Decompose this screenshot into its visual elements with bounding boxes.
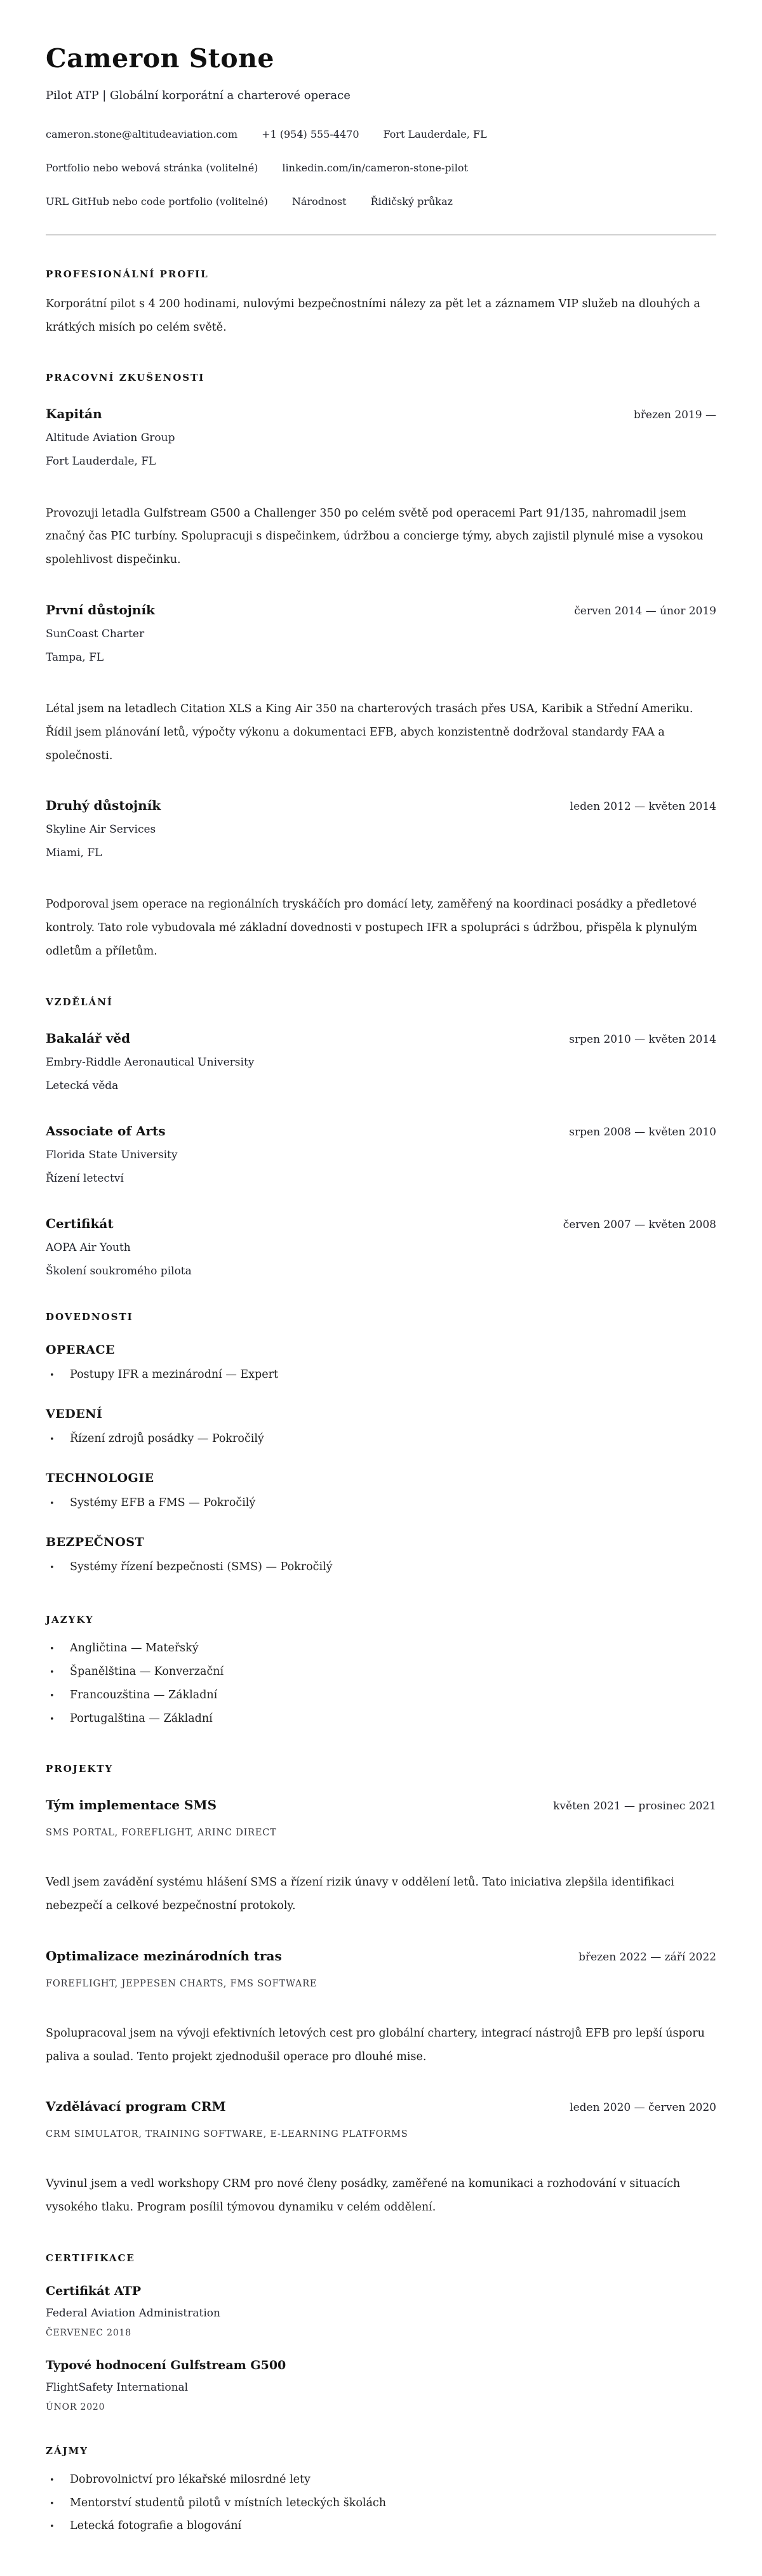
section-languages [46,1614,716,1730]
profile-text: Korporátní pilot s 4 200 hodinami, nulovými bezpečnostními nálezy za pět let a záznamem VIP služeb na dlouhých a krátkých misích po celém světě. [46,297,700,334]
contact-info [46,128,716,208]
job-entry [46,798,716,963]
bullet-icon: • [50,2522,55,2532]
certification-title: Certifikát ATP [46,2283,142,2298]
skill-list [46,1491,716,1515]
entry-title: Optimalizace mezinárodních tras [46,1948,282,1964]
entry-header [46,798,716,813]
education-heading: VZDĚLÁNÍ [46,996,113,1008]
contact-row [46,195,716,209]
list-item-text: Postupy IFR a mezinárodní — Expert [70,1368,278,1382]
certification-issuer: Federal Aviation Administration [46,2306,220,2320]
entry-header [46,1031,716,1046]
list-item-text: Systémy EFB a FMS — Pokročilý [70,1496,256,1509]
education-entry [46,1216,716,1278]
skill-list [46,1427,716,1451]
interests-list [46,2468,716,2538]
languages-list [46,1637,716,1730]
job-entry [46,406,716,571]
experience-heading: PRACOVNÍ ZKUŠENOSTI [46,372,205,384]
section-interests [46,2445,716,2538]
list-item-text: Španělština — Konverzační [70,1665,224,1678]
language-item [46,1684,716,1707]
list-item-text: Portugalština — Základní [70,1712,213,1725]
entry-dates: leden 2012 — květen 2014 [570,800,716,814]
entry-dates: srpen 2008 — květen 2010 [569,1125,716,1139]
bullet-icon: • [50,1691,55,1701]
experience-entries [46,406,716,963]
education-school: AOPA Air Youth [46,1241,131,1255]
job-description: Provozuji letadla Gulfstream G500 a Challenger 350 po celém světě pod operacemi Part 91/135, nahromadil jsem značný čas PIC turbíny. Spolupracuji s dispečinkem, údržbou a concierge týmy, abych zajistil plynulé mise a vysokou spolehlivost dispečinku. [46,506,704,567]
skill-category: OPERACE [46,1343,115,1357]
language-item [46,1637,716,1660]
entry-dates: červen 2014 — únor 2019 [574,604,716,618]
projects-heading: PROJEKTY [46,1763,114,1775]
certification-entry [46,2358,716,2412]
bullet-icon: • [50,1644,55,1655]
entry-dates: červen 2007 — květen 2008 [563,1219,716,1232]
entry-dates: leden 2020 — červen 2020 [570,2101,716,2115]
list-item-text: Letecká fotografie a blogování [70,2520,242,2533]
contact-row [46,128,716,142]
interest-item [46,2514,716,2538]
entry-title: Kapitán [46,406,102,422]
entry-header [46,602,716,618]
education-field: Školení soukromého pilota [46,1265,192,1278]
job-entry [46,602,716,767]
section-education [46,996,716,1279]
entry-header [46,1797,716,1813]
project-entry [46,1948,716,2069]
entry-title: Bakalář věd [46,1030,131,1046]
entry-header [46,406,716,421]
project-tools: CRM SIMULATOR, TRAINING SOFTWARE, E-LEARNING PLATFORMS [46,2129,408,2140]
project-entry [46,1797,716,1918]
job-company: SunCoast Charter [46,627,145,640]
project-description: Vyvinul jsem a vedl workshopy CRM pro nové členy posádky, zaměřené na komunikaci a rozhodování v situacích vysokého tlaku. Program posílil týmovou dynamiku v celém oddělení. [46,2177,681,2214]
contact-item: Portfolio nebo webová stránka (volitelné) [46,162,258,175]
section-profile [46,268,716,340]
contact-item: Řidičský průkaz [370,195,453,208]
project-entries [46,1797,716,2219]
list-item-text: Dobrovolnictví pro lékařské milosrdné lety [70,2473,311,2486]
entry-title: Associate of Arts [46,1123,166,1139]
entry-dates: květen 2021 — prosinec 2021 [553,1800,716,1813]
certification-entries [46,2284,716,2412]
list-item-text: Řízení zdrojů posádky — Pokročilý [70,1432,264,1445]
job-company: Skyline Air Services [46,823,156,836]
tagline: Pilot ATP | Globální korporátní a charterové operace [46,89,351,103]
project-tools: SMS PORTAL, FOREFLIGHT, ARINC DIRECT [46,1828,277,1839]
skill-category: VEDENÍ [46,1407,103,1421]
list-item-text: Angličtina — Mateřský [70,1642,199,1655]
entry-title: Certifikát [46,1216,114,1232]
section-experience [46,372,716,963]
entry-title: Vzdělávací program CRM [46,2099,226,2115]
entry-dates: srpen 2010 — květen 2014 [569,1033,716,1046]
section-projects [46,1763,716,2219]
bullet-icon: • [50,1371,55,1381]
resume-header [46,0,716,235]
interests-heading: ZÁJMY [46,2445,88,2457]
contact-item: Národnost [291,195,347,208]
education-field: Letecká věda [46,1079,119,1092]
interest-item [46,2468,716,2492]
education-field: Řízení letectví [46,1172,124,1185]
project-description: Spolupracoval jsem na vývoji efektivních letových cest pro globální chartery, integrací nástrojů EFB pro lepší úsporu paliva a soulad. Tento projekt zjednodušil operace pro dlouhé mise. [46,2026,705,2063]
skill-list [46,1363,716,1387]
skill-item [46,1363,716,1387]
entry-dates: březen 2019 — [633,409,716,422]
entry-dates: březen 2022 — září 2022 [578,1950,716,1964]
bullet-icon: • [50,1562,55,1573]
contact-item: +1 (954) 555-4470 [262,128,359,141]
bullet-icon: • [50,1498,55,1509]
contact-item: Fort Lauderdale, FL [383,128,487,141]
entry-header [46,2099,716,2114]
profile-heading: PROFESIONÁLNÍ PROFIL [46,268,209,280]
education-entry [46,1031,716,1093]
resume-body [46,268,716,2538]
list-item-text: Francouzština — Základní [70,1688,218,1701]
project-tools: FOREFLIGHT, JEPPESEN CHARTS, FMS SOFTWARE [46,1978,318,1989]
skill-category: BEZPEČNOST [46,1535,145,1549]
entry-title: První důstojník [46,602,155,618]
bullet-icon: • [50,2475,55,2485]
header-divider [46,234,716,235]
contact-item: linkedin.com/in/cameron-stone-pilot [282,162,468,175]
entry-header [46,1123,716,1139]
person-name: Cameron Stone [46,43,274,74]
language-item [46,1707,716,1731]
bullet-icon: • [50,1435,55,1444]
section-skills [46,1311,716,1578]
bullet-icon: • [50,2499,55,2509]
entry-header [46,1216,716,1231]
project-entry [46,2099,716,2219]
job-location: Tampa, FL [46,651,104,664]
entry-title: Tým implementace SMS [46,1797,217,1813]
skill-list [46,1556,716,1579]
certification-title: Typové hodnocení Gulfstream G500 [46,2358,286,2372]
bullet-icon: • [50,1668,55,1677]
contact-row [46,162,716,175]
skill-item [46,1427,716,1451]
skill-category: TECHNOLOGIE [46,1470,154,1485]
skills-groups [46,1343,716,1578]
education-school: Embry-Riddle Aeronautical University [46,1055,255,1069]
certification-date: ČERVENEC 2018 [46,2327,131,2338]
list-item-text: Systémy řízení bezpečnosti (SMS) — Pokročilý [70,1560,333,1573]
project-description: Vedl jsem zavádění systému hlášení SMS a řízení rizik únavy v oddělení letů. Tato iniciativa zlepšila identifikaci nebezpečí a celkové bezpečnostní protokoly. [46,1876,674,1912]
certification-date: ÚNOR 2020 [46,2401,105,2412]
job-location: Fort Lauderdale, FL [46,455,156,468]
certifications-heading: CERTIFIKACE [46,2252,135,2264]
certification-issuer: FlightSafety International [46,2381,189,2394]
bullet-icon: • [50,1714,55,1724]
education-school: Florida State University [46,1148,178,1161]
languages-heading: JAZYKY [46,1614,94,1626]
job-company: Altitude Aviation Group [46,432,175,445]
education-entries [46,1031,716,1279]
entry-header [46,1948,716,1964]
entry-title: Druhý důstojník [46,798,161,814]
job-description: Létal jsem na letadlech Citation XLS a King Air 350 na charterových trasách přes USA, Karibik a Střední Ameriku. Řídil jsem plánování letů, výpočty výkonu a dokumentaci EFB, abych konzistentně dodržoval standardy FAA a společnosti. [46,703,693,762]
language-item [46,1660,716,1684]
list-item-text: Mentorství studentů pilotů v místních leteckých školách [70,2496,386,2509]
job-description: Podporoval jsem operace na regionálních tryskáčích pro domácí lety, zaměřený na koordinaci posádky a předletové kontroly. Tato role vybudovala mé základní dovednosti v postupech IFR a spolupráci s údržbou, přispěla k plynulým odletům a příletům. [46,898,697,958]
skills-heading: DOVEDNOSTI [46,1311,133,1323]
certification-entry [46,2284,716,2338]
skill-item [46,1556,716,1579]
contact-item: cameron.stone@altitudeaviation.com [46,128,238,141]
skill-item [46,1491,716,1515]
education-entry [46,1123,716,1186]
contact-item: URL GitHub nebo code portfolio (volitelné) [46,195,268,208]
section-certifications [46,2252,716,2412]
job-location: Miami, FL [46,847,102,860]
